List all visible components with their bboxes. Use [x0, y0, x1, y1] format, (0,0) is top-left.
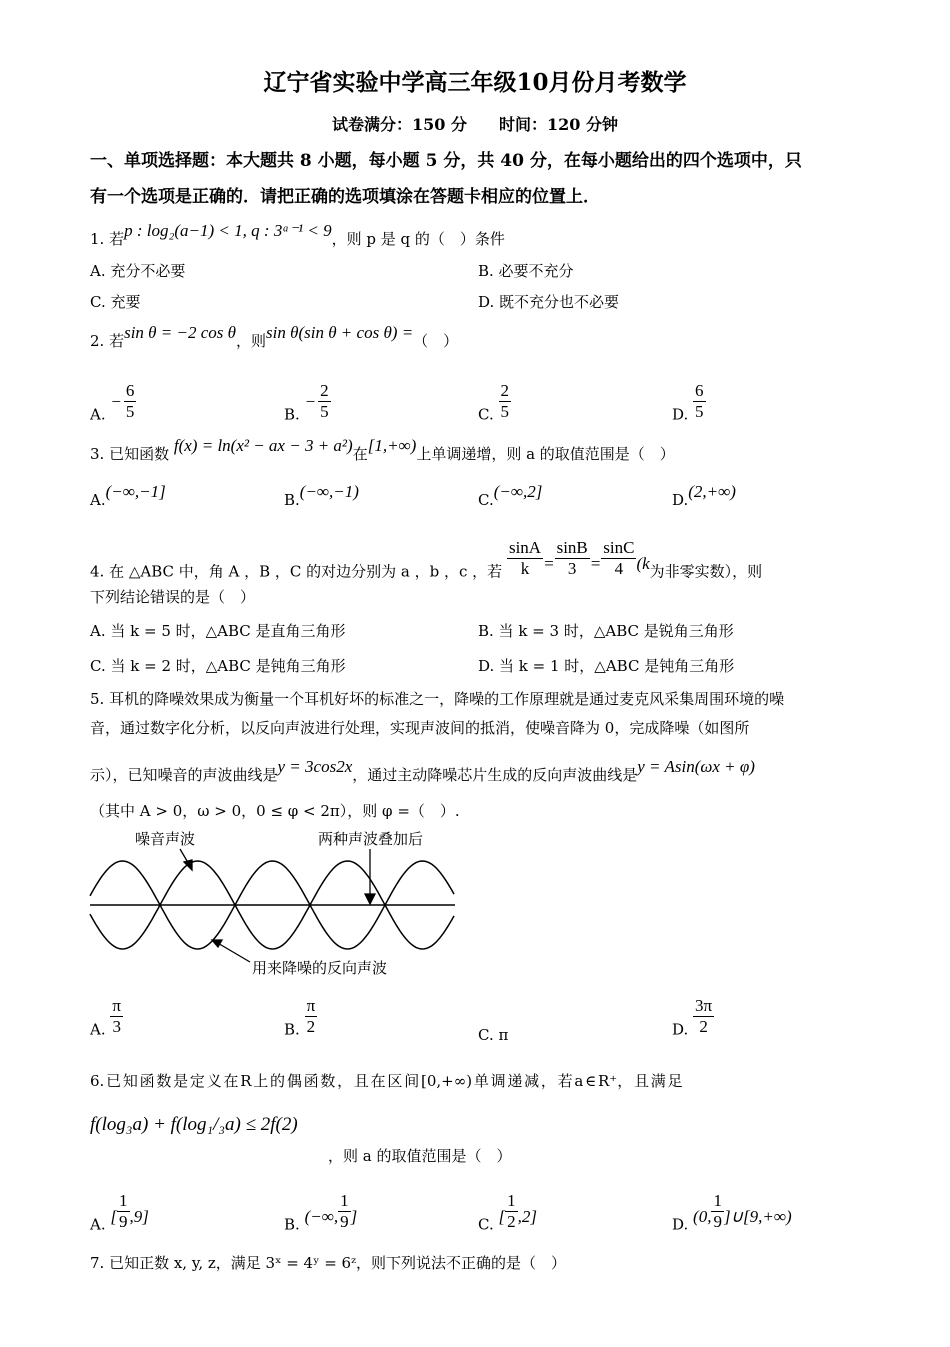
denominator: 9 — [340, 1212, 349, 1231]
q4-suffix: 为非零实数），则 — [649, 562, 763, 581]
q6-option-a[interactable] — [90, 1191, 149, 1246]
label-noise-wave: 噪音声波 — [135, 830, 196, 848]
option-label: A. — [90, 1215, 106, 1234]
numerator: 2 — [320, 381, 329, 400]
q6-option-d[interactable] — [672, 1191, 792, 1246]
q3-suffix: 上单调递增，则 a 的取值范围是（ ） — [416, 445, 675, 463]
fraction — [693, 996, 714, 1037]
q1-option-c[interactable]: C. 充要 — [90, 293, 141, 311]
denominator: 5 — [500, 402, 509, 421]
question-4-line2: 下列结论错误的是（ ） — [90, 588, 256, 606]
numerator: 1 — [340, 1191, 349, 1210]
numerator: sinB — [556, 538, 588, 557]
question-5-line4: （其中 A > 0，ω > 0，0 ≤ φ < 2π），则 φ =（ ）. — [90, 802, 460, 820]
q4-k: (k — [636, 553, 650, 573]
option-label: D. — [672, 1215, 689, 1234]
q1-option-a[interactable]: A. 充分不必要 — [90, 262, 186, 280]
option-label: B. — [284, 1020, 300, 1039]
question-5-line2: 音，通过数字化分析，以反向声波进行处理，实现声波间的抵消，使噪音降为 0，完成降噪（如图所 — [90, 719, 750, 737]
option-label: C. — [478, 1215, 494, 1234]
numerator: sinA — [508, 538, 542, 557]
denominator: 9 — [119, 1212, 128, 1231]
denominator: 2 — [699, 1017, 708, 1036]
page-title: 辽宁省实验中学高三年级10月份月考数学 — [263, 69, 687, 96]
bracket: [ — [498, 1206, 506, 1226]
option-label: D. — [672, 405, 689, 424]
option-label: D. — [672, 491, 689, 509]
minus-sign: − — [110, 391, 122, 411]
question-6-line2 — [90, 1114, 298, 1136]
option-label: D. — [672, 1020, 689, 1039]
denominator: 5 — [695, 402, 704, 421]
q5-text: 示），已知噪音的声波曲线是 — [90, 766, 278, 784]
q3-prefix: 3. 已知函数 — [90, 445, 170, 463]
bracket: [ — [110, 1206, 118, 1226]
minus-sign: − — [304, 391, 317, 411]
label-combined-wave: 两种声波叠加后 — [318, 830, 424, 848]
q6-option-b[interactable] — [284, 1191, 358, 1246]
numerator: 1 — [713, 1191, 722, 1210]
numerator: 1 — [507, 1191, 516, 1210]
bracket: ,9] — [129, 1206, 149, 1226]
exam-info: 试卷满分：150 分 时间：120 分钟 — [332, 115, 618, 134]
q3-math2: [1,+∞) — [367, 436, 417, 455]
denominator: 5 — [125, 402, 135, 421]
denominator: 3 — [567, 559, 577, 578]
equals: = — [543, 553, 555, 573]
denominator: 4 — [614, 559, 624, 578]
denominator: 2 — [306, 1017, 316, 1036]
numerator: 6 — [125, 381, 135, 400]
denominator: k — [520, 559, 530, 578]
q5-math1: y = 3cos2x — [277, 757, 353, 776]
q5-option-c[interactable] — [478, 1026, 508, 1044]
option-label: B. — [284, 405, 300, 424]
option-label: A. — [90, 405, 106, 424]
fraction — [711, 1191, 724, 1232]
option-label: C. — [478, 491, 494, 509]
bracket: (−∞, — [304, 1206, 339, 1226]
q2-mid: ，则 — [236, 332, 267, 350]
label-anti-noise-wave: 用来降噪的反向声波 — [252, 959, 388, 977]
numerator: 3π — [695, 996, 713, 1015]
section-header-2: 有一个选项是正确的．请把正确的选项填涂在答题卡相应的位置上． — [90, 187, 600, 207]
option-label: A. — [90, 491, 106, 509]
numerator: π — [306, 996, 316, 1015]
q5-option-b[interactable] — [284, 996, 317, 1051]
bracket: ]∪[9,+∞) — [723, 1206, 792, 1226]
denominator: 9 — [713, 1212, 722, 1231]
denominator: 2 — [507, 1212, 516, 1231]
q1-option-b[interactable]: B. 必要不充分 — [478, 262, 574, 280]
numerator: 6 — [695, 381, 704, 400]
numerator: 2 — [500, 381, 509, 400]
q5-option-a[interactable] — [90, 996, 123, 1051]
q1-math: p : log₂(a−1) < 1, q : 3ᵃ⁻¹ < 9 — [124, 221, 332, 240]
q2-prefix: 2. 若 — [90, 332, 125, 350]
option-label: C. — [478, 1026, 494, 1044]
option-value: (−∞,2] — [493, 482, 543, 501]
q5-text2: ，通过主动降噪芯片生成的反向声波曲线是 — [352, 766, 638, 784]
denominator: 5 — [320, 402, 329, 421]
q4-option-c[interactable]: C. 当 k = 2 时，△ABC 是钝角三角形 — [90, 657, 346, 675]
question-6-line3: ，则 a 的取值范围是（ ） — [328, 1147, 512, 1165]
q4-option-b[interactable]: B. 当 k = 3 时，△ABC 是锐角三角形 — [478, 622, 734, 640]
q6-option-c[interactable] — [478, 1191, 537, 1246]
q3-mid: 在 — [352, 445, 368, 463]
q4-option-d[interactable]: D. 当 k = 1 时，△ABC 是钝角三角形 — [478, 657, 735, 675]
q2-suffix: （ ） — [413, 332, 459, 350]
q1-suffix: ，则 p 是 q 的（ ）条件 — [331, 230, 505, 248]
q6-math: f(log₃a) + f(log₁/₃a) ≤ 2f(2) — [90, 1114, 298, 1135]
bracket: ,2] — [517, 1206, 537, 1226]
denominator: 3 — [112, 1017, 121, 1036]
bracket: (0, — [693, 1206, 712, 1226]
fraction — [117, 1191, 130, 1232]
question-5-line1: 5. 耳机的降噪效果成为衡量一个耳机好坏的标准之一，降噪的工作原理就是通过麦克风采集周围环境的噪 — [90, 690, 785, 708]
q2-math1: sin θ = −2 cos θ — [124, 323, 236, 342]
option-value: (2,+∞) — [688, 482, 736, 501]
option-label: B. — [284, 491, 300, 509]
bracket: ] — [350, 1206, 358, 1226]
option-label: C. — [478, 405, 494, 424]
numerator: sinC — [603, 538, 635, 557]
fraction — [338, 1191, 351, 1232]
q5-math2: y = Asin(ωx + φ) — [637, 757, 755, 776]
question-7: 7. 已知正数 x, y, z，满足 3ˣ = 4ʸ = 6ᶻ，则下列说法不正确的是（ ） — [90, 1254, 567, 1272]
q4-prefix: 4. 在 △ABC 中，角 A ，B ，C 的对边分别为 a ，b ，c ，若 — [90, 562, 503, 581]
numerator: 1 — [119, 1191, 128, 1210]
q4-option-a[interactable]: A. 当 k = 5 时，△ABC 是直角三角形 — [90, 622, 346, 640]
section-header: 一、单项选择题：本大题共 8 小题，每小题 5 分，共 40 分，在每小题给出的四个选项中，只 — [90, 151, 802, 171]
option-label: A. — [90, 1020, 106, 1039]
fraction — [505, 1191, 518, 1232]
q3-math1: f(x) = ln(x² − ax − 3 + a²) — [173, 436, 353, 455]
q2-math2: sin θ(sin θ + cos θ) = — [266, 323, 414, 342]
q1-prefix: 1. 若 — [90, 230, 125, 248]
option-value: π — [498, 1026, 509, 1044]
option-value: (−∞,−1) — [299, 482, 359, 501]
option-value: (−∞,−1] — [105, 482, 166, 501]
fraction — [110, 996, 123, 1037]
fraction — [305, 996, 318, 1037]
option-label: B. — [284, 1215, 300, 1234]
q1-option-d[interactable]: D. 既不充分也不必要 — [478, 293, 620, 311]
question-6-line1: 6. 已 知 函 数 是 定 义 在 R 上 的 偶 函 数 ， 且 在 区 间 [0,+∞) 单 调 递 减 ， 若 a ∈ R⁺， 且 满 足 — [90, 1072, 683, 1090]
equals: = — [589, 553, 602, 573]
numerator: π — [112, 996, 121, 1015]
